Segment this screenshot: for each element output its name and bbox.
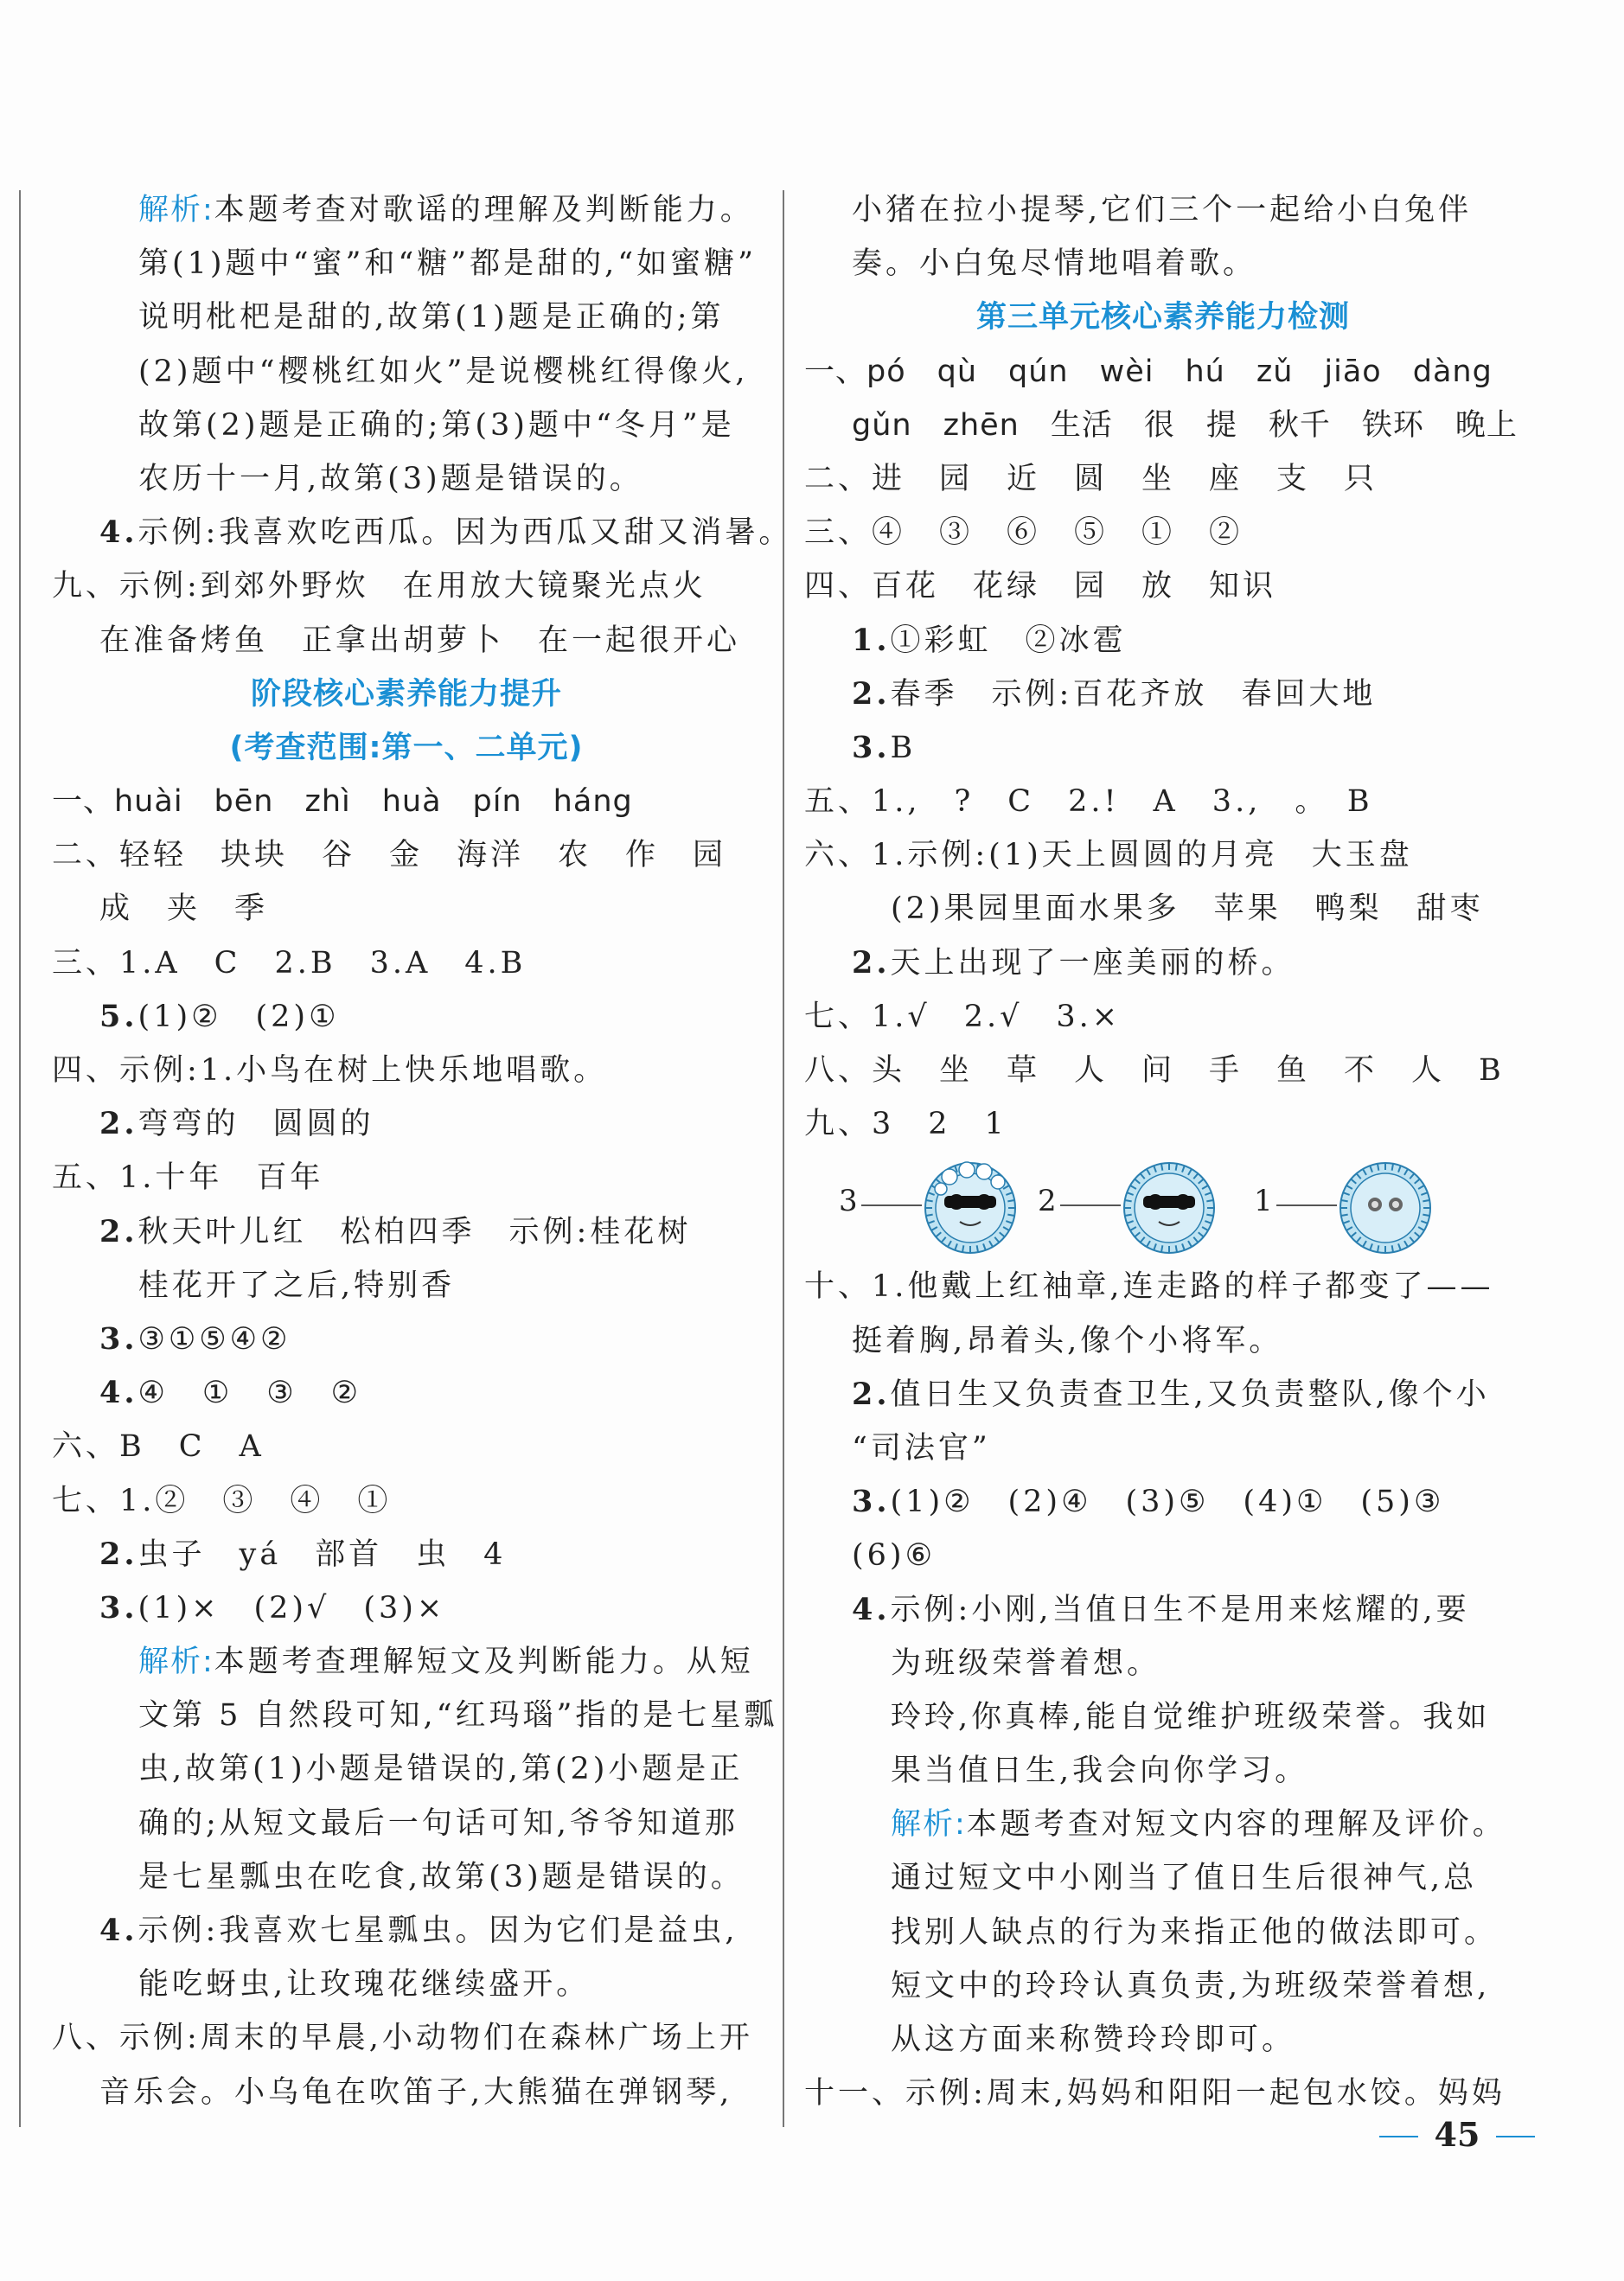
answer-line	[804, 506, 1522, 559]
line-text: 果当值日生,我会向你学习。	[891, 1754, 1309, 1789]
line-text: 玲玲,你真棒,能自觉维护班级荣誉。我如	[891, 1699, 1491, 1735]
line-text: 短文中的玲玲认真负责,为班级荣誉着想,	[891, 1968, 1491, 2003]
line-text: “司法官”	[852, 1430, 991, 1466]
line-text: 七、1.② ③ ④ ①	[52, 1483, 392, 1518]
answer-line	[804, 1314, 1522, 1368]
plain-face-icon	[1337, 1160, 1434, 1260]
line-text: 确的;从短文最后一句话可知,爷爷知道那	[138, 1805, 738, 1841]
page-number-text: 45	[1434, 2115, 1480, 2154]
answer-line	[52, 936, 761, 990]
item-number: 2.	[99, 1536, 138, 1572]
line-text: ①彩虹 ②冰雹	[890, 623, 1127, 658]
answer-line	[804, 668, 1522, 721]
line-text: 十一、示例:周末,妈妈和阳阳一起包水饺。妈妈	[804, 2076, 1506, 2112]
face-diagram	[804, 1151, 1522, 1260]
line-text: 本题考查对短文内容的理解及评价。	[966, 1807, 1506, 1843]
line-text: 在准备烤鱼 正拿出胡萝卜 在一起很开心	[99, 623, 741, 658]
answer-line	[52, 1313, 761, 1366]
sunglasses-face-icon	[1121, 1160, 1218, 1260]
face-number: 1	[1254, 1184, 1273, 1219]
line-text: 为班级荣誉着想。	[891, 1645, 1161, 1681]
item-number: 4.	[852, 1591, 891, 1627]
answer-line	[804, 1097, 1522, 1151]
answer-line	[52, 1528, 761, 1581]
answer-line	[804, 1583, 1522, 1637]
section-heading: (考查范围:第一、二单元)	[229, 730, 584, 765]
answer-line	[52, 1742, 761, 1796]
answer-line	[52, 1904, 761, 1958]
answer-line	[52, 291, 761, 344]
line-text: 四、百花 花绿 园 放 知识	[804, 569, 1277, 604]
answer-line	[804, 237, 1522, 291]
line-text: (1)② (2)①	[137, 999, 340, 1034]
line-text: 一、huài bēn zhì huà pín háng	[52, 784, 633, 820]
analysis-label: 解析:	[891, 1807, 967, 1843]
line-text: 挺着胸,昂着头,像个小将军。	[852, 1323, 1283, 1358]
line-text: 十、1.他戴上红袖章,连走路的样子都变了——	[804, 1269, 1494, 1305]
answer-line	[52, 775, 761, 828]
answer-line	[804, 399, 1522, 452]
left-margin-rule	[19, 190, 21, 2127]
answer-line	[52, 882, 761, 936]
line-text: 九、示例:到郊外野炊 在用放大镜聚光点火	[52, 569, 707, 604]
answer-line	[804, 882, 1522, 936]
line-text: 六、1.示例:(1)天上圆圆的月亮 大玉盘	[804, 838, 1413, 873]
answer-line	[52, 1420, 761, 1473]
line-text: 示例:我喜欢吃西瓜。因为西瓜又甜又消暑。	[137, 515, 793, 551]
item-number: 4.	[99, 1913, 138, 1948]
answer-line	[52, 1259, 761, 1313]
answer-line	[52, 1205, 761, 1259]
answer-line	[804, 559, 1522, 613]
line-text: 从这方面来称赞玲玲即可。	[891, 2022, 1296, 2057]
line-text: 是七星瓢虫在吃食,故第(3)题是错误的。	[138, 1859, 745, 1894]
item-number: 5.	[99, 998, 138, 1034]
item-number: 3.	[852, 1484, 891, 1520]
line-text: 三、1.A C 2.B 3.A 4.B	[52, 945, 527, 981]
line-text: 本题考查理解短文及判断能力。从短	[214, 1645, 754, 1680]
answer-line	[52, 559, 761, 613]
item-number: 2.	[852, 944, 891, 981]
answer-line	[52, 399, 761, 452]
answer-line	[804, 1959, 1522, 2013]
answer-line	[52, 506, 793, 559]
answer-line	[804, 1422, 1522, 1475]
answer-line	[804, 1637, 1522, 1690]
item-number: 2.	[99, 1213, 138, 1249]
answer-line	[804, 1368, 1522, 1422]
line-text: 八、示例:周末的早晨,小动物们在森林广场上开	[52, 2021, 753, 2056]
line-text: 示例:我喜欢七星瓢虫。因为它们是益虫,	[137, 1914, 738, 1948]
answer-line	[52, 237, 761, 291]
line-text: B	[890, 730, 917, 765]
line-text: 音乐会。小乌龟在吹笛子,大熊猫在弹钢琴,	[99, 2074, 733, 2110]
answer-line	[804, 721, 1522, 775]
line-text: 秋天叶儿红 松柏四季 示例:桂花树	[137, 1214, 692, 1249]
answer-line	[52, 1366, 761, 1420]
line-text: 天上出现了一座美丽的桥。	[890, 945, 1295, 981]
line-text: 通过短文中小刚当了值日生后很神气,总	[891, 1861, 1478, 1896]
answer-line	[52, 614, 761, 668]
answer-line	[804, 1044, 1522, 1097]
line-text: 第(1)题中“蜜”和“糖”都是甜的,“如蜜糖”	[138, 246, 758, 282]
item-number: 3.	[99, 1589, 138, 1626]
line-text: 七、1.√ 2.√ 3.×	[804, 999, 1122, 1034]
right-column	[804, 183, 1522, 2120]
line-text: (2)题中“樱桃红如火”是说樱桃红得像火,	[138, 354, 749, 389]
line-text: 本题考查对歌谣的理解及判断能力。	[214, 193, 754, 227]
line-text: gǔn zhēn 生活 很 提 秋千 铁环 晚上	[852, 407, 1518, 443]
face-number: 3	[839, 1184, 858, 1219]
column-divider	[783, 190, 784, 2127]
answer-line	[52, 1581, 761, 1635]
line-text: 虫子 yá 部首 虫 4	[137, 1537, 507, 1572]
connector-line	[1276, 1204, 1337, 1206]
line-text: 三、④ ③ ⑥ ⑤ ① ②	[804, 515, 1244, 551]
line-text: 示例:小刚,当值日生不是用来炫耀的,要	[890, 1592, 1470, 1627]
item-number: 3.	[99, 1320, 138, 1357]
answer-line	[804, 1260, 1522, 1313]
connector-line	[861, 1204, 922, 1206]
line-text: 虫,故第(1)小题是错误的,第(2)小题是正	[138, 1752, 744, 1787]
page-number	[1379, 2115, 1535, 2158]
line-text: (6)⑥	[852, 1538, 936, 1574]
answer-line	[804, 1906, 1522, 1959]
answer-line	[804, 990, 1522, 1044]
connector-line	[1060, 1204, 1121, 1206]
item-number: 2.	[99, 1106, 138, 1142]
answer-line	[804, 2013, 1522, 2067]
answer-line	[52, 1474, 761, 1528]
section-heading: 阶段核心素养能力提升	[250, 676, 562, 712]
item-number: 4.	[99, 514, 138, 551]
answer-line	[804, 1475, 1522, 1529]
line-text: 春季 示例:百花齐放 春回大地	[890, 676, 1377, 712]
line-text: ③①⑤④②	[137, 1321, 291, 1357]
answer-line	[52, 1097, 761, 1151]
answer-line	[804, 1690, 1522, 1744]
answer-line	[804, 2067, 1522, 2120]
page-number-decoration	[1379, 2136, 1418, 2137]
line-text: 奏。小白兔尽情地唱着歌。	[852, 246, 1257, 282]
line-text: 二、进 园 近 圆 坐 座 支 只	[804, 461, 1378, 496]
answer-line	[52, 2066, 761, 2119]
answer-line	[804, 1744, 1522, 1798]
answer-line	[52, 1151, 761, 1204]
analysis-label: 解析:	[138, 1645, 214, 1680]
answer-line	[52, 2011, 761, 2065]
answer-line	[52, 1635, 761, 1689]
line-text: 值日生又负责查卫生,又负责整队,像个小	[890, 1377, 1490, 1412]
page-number-decoration	[1496, 2136, 1535, 2137]
line-text: (1)② (2)④ (3)⑤ (4)① (5)③	[890, 1485, 1445, 1520]
answer-line	[52, 345, 761, 399]
line-text: 五、1.十年 百年	[52, 1160, 324, 1196]
answer-line	[52, 828, 761, 882]
item-number: 3.	[852, 729, 891, 765]
answer-line	[804, 345, 1522, 399]
line-text: 找别人缺点的行为来指正他的做法即可。	[891, 1914, 1499, 1950]
line-text: ④ ① ③ ②	[137, 1376, 362, 1411]
left-column	[52, 183, 793, 2119]
analysis-label: 解析:	[138, 193, 214, 227]
line-text: (1)× (2)√ (3)×	[137, 1590, 446, 1626]
line-text: 二、轻轻 块块 谷 金 海洋 农 作 园	[52, 838, 727, 873]
line-text: 农历十一月,故第(3)题是错误的。	[138, 461, 643, 496]
line-text: 故第(2)题是正确的;第(3)题中“冬月”是	[138, 407, 735, 443]
line-text: 弯弯的 圆圆的	[137, 1107, 374, 1142]
line-text: 文第 5 自然段可知,“红玛瑙”指的是七星瓢	[138, 1698, 778, 1734]
face-number: 2	[1038, 1184, 1057, 1219]
item-number: 2.	[852, 1376, 891, 1412]
answer-line	[52, 1689, 778, 1742]
line-text: 六、B C A	[52, 1429, 265, 1465]
line-text: 成 夹 季	[99, 891, 269, 927]
line-text: 小猪在拉小提琴,它们三个一起给小白兔伴	[852, 193, 1473, 227]
section-heading: 第三单元核心素养能力检测	[975, 300, 1350, 335]
item-number: 2.	[852, 675, 891, 712]
answer-line	[804, 1798, 1522, 1851]
answer-line	[804, 614, 1522, 668]
line-text: 能吃蚜虫,让玫瑰花继续盛开。	[138, 1967, 591, 2003]
answer-line	[52, 1850, 761, 1904]
answer-line	[804, 1529, 1522, 1582]
answer-line	[804, 775, 1522, 828]
line-text: (2)果园里面水果多 苹果 鸭梨 甜枣	[891, 891, 1484, 927]
item-number: 1.	[852, 622, 891, 658]
line-text: 说明枇杷是甜的,故第(1)题是正确的;第	[138, 300, 725, 335]
line-text: 桂花开了之后,特别香	[138, 1268, 456, 1303]
answer-line	[52, 990, 761, 1044]
line-text: 四、示例:1.小鸟在树上快乐地唱歌。	[52, 1053, 608, 1088]
answer-line	[52, 1797, 761, 1850]
item-number: 4.	[99, 1375, 138, 1411]
line-text: 五、1., ? C 2.! A 3., 。 B	[804, 784, 1373, 820]
sunglasses-flower-hat-face-icon	[922, 1160, 1019, 1260]
answer-line	[52, 183, 761, 237]
answer-line	[804, 452, 1522, 506]
answer-line	[804, 936, 1522, 990]
line-text: 八、头 坐 草 人 问 手 鱼 不 人 B	[804, 1053, 1505, 1088]
line-text: 九、3 2 1	[804, 1107, 1007, 1142]
answer-line	[52, 452, 761, 506]
answer-line	[52, 1044, 761, 1097]
answer-line	[52, 1958, 761, 2011]
answer-line	[804, 1851, 1522, 1905]
answer-line	[804, 183, 1522, 237]
answer-line	[804, 828, 1522, 882]
line-text: 一、pó qù qún wèi hú zǔ jiāo dàng	[804, 354, 1493, 389]
